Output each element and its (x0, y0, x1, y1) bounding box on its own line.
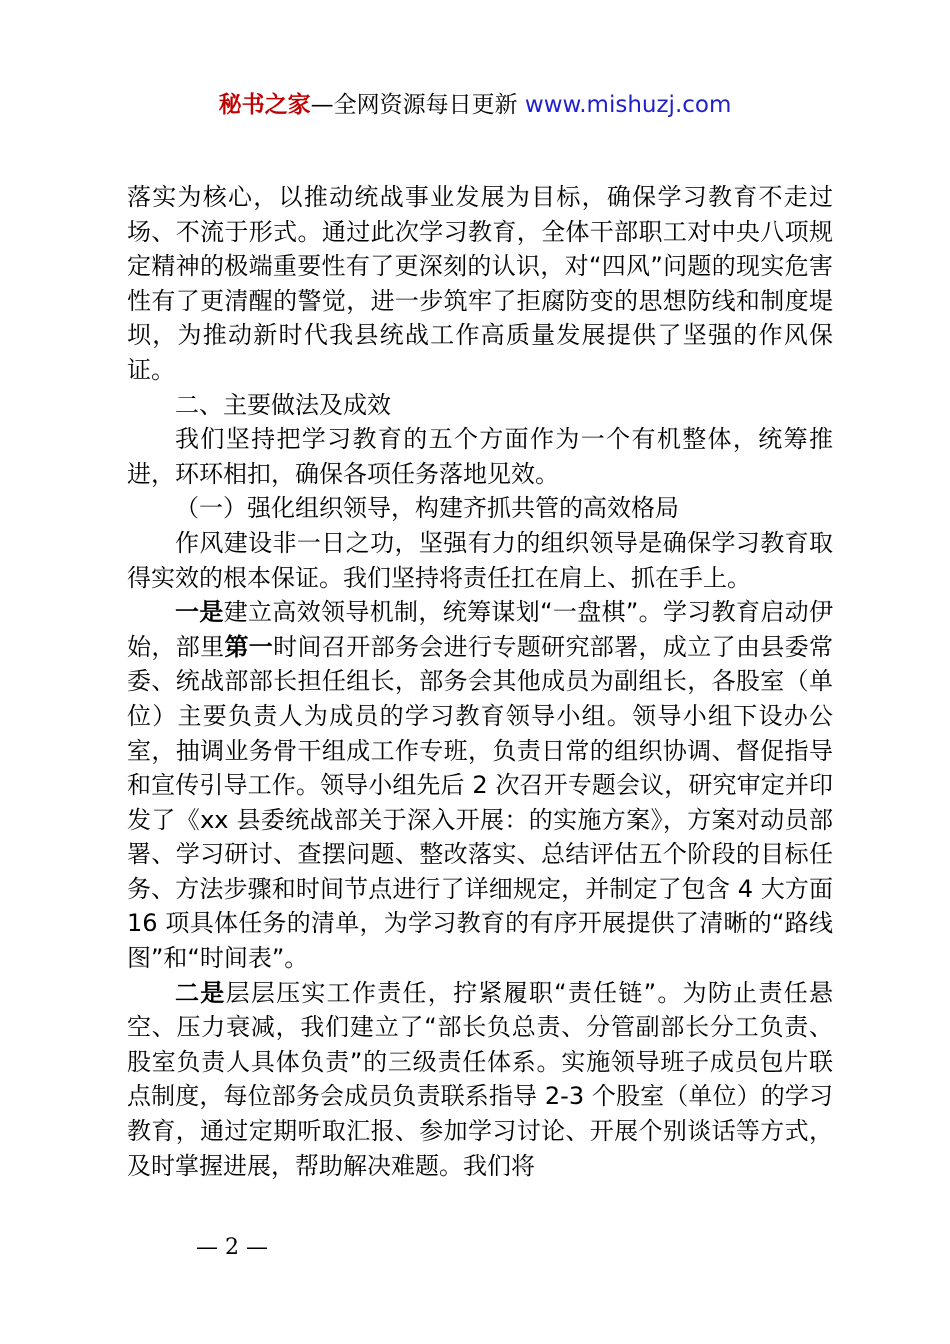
point-two-label: 二是 (175, 978, 226, 1007)
paragraph-leadership: 作风建设非一日之功，坚强有力的组织领导是确保学习教育取得实效的根本保证。我们坚持将责任扛在肩上、抓在手上。 (127, 528, 833, 592)
page-header (0, 90, 950, 120)
paragraph-overview: 我们坚持把学习教育的五个方面作为一个有机整体，统筹推进，环环相扣，确保各项任务落地见效。 (127, 425, 833, 488)
point-one-emphasis: 第一 (224, 632, 274, 661)
paragraph-point-two (127, 976, 833, 1184)
header-dash: — (310, 92, 334, 118)
page-number: — 2 — (196, 1235, 268, 1260)
point-one-label: 一是 (175, 598, 224, 627)
header-brand: 秘书之家 (218, 92, 311, 118)
header-url[interactable]: www.mishuzj.com (524, 92, 732, 118)
point-two-text: 层层压实工作责任，拧紧履职“责任链”。为防止责任悬空、压力衰减，我们建立了“部长负总责、分管副部长分工负责、股室负责人具体负责”的三级责任体系。实施领导班子成员包片联点制度，每位部务会成员负责联系指导 2-3 个股室（单位）的学习教育，通过定期听取汇报、参加学习讨论、开展个别谈话等方式，及时掌握进展，帮助解决难题。我们将 (127, 978, 834, 1180)
point-one-text-a: 建立高效领导机制，统筹谋划“一盘棋”。学习教育启动伊始，部里 (127, 598, 834, 661)
paragraph-intro: 落实为核心，以推动统战事业发展为目标，确保学习教育不走过场、不流于形式。通过此次学习教育，全体干部职工对中央八项规定精神的极端重要性有了更深刻的认识，对“四风”问题的现实危害性有了更清醒的警觉，进一步筑牢了拒腐防变的思想防线和制度堤坝，为推动新时代我县统战工作高质量发展提供了坚强的作风保证。 (127, 183, 833, 384)
subsection-heading: （一）强化组织领导，构建齐抓共管的高效格局 (175, 494, 679, 523)
paragraph-point-one (127, 595, 833, 976)
document-body (127, 180, 833, 1183)
point-one-text-b: 时间召开部务会进行专题研究部署，成立了由县委常委、统战部部长担任组长，部务会其他成员为副组长，各股室（单位）主要负责人为成员的学习教育领导小组。领导小组下设办公室，抽调业务骨干组成工作专班，负责日常的组织协调、督促指导和宣传引导工作。领导小组先后 2 次召开专题会议，研究审定并印发了《xx 县委统战部关于深入开展：的实施方案》，方案对动员部署、学习研讨、查摆问题、整改落实、总结评估五个阶段的目标任务、方法步骤和时间节点进行了详细规定，并制定了包含 4 大方面 16 项具体任务的清单，为学习教育的有序开展提供了清晰的“路线图”和“时间表”。 (127, 632, 834, 973)
header-tagline: 全网资源每日更新 (333, 92, 525, 118)
section-heading: 二、主要做法及成效 (175, 390, 391, 419)
